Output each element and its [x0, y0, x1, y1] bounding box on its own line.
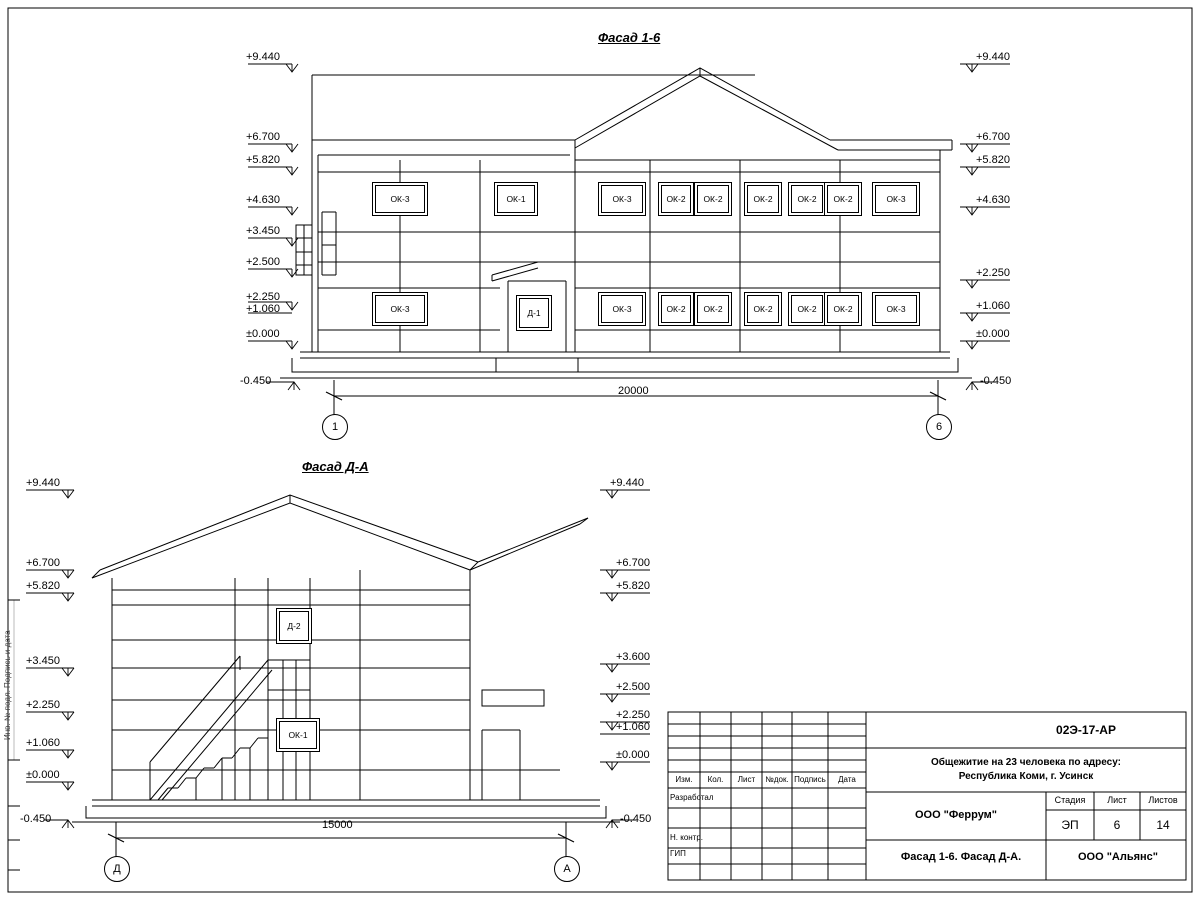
stamp-header-signature: Подпись	[794, 775, 826, 785]
level-mark: ±0.000	[246, 328, 280, 340]
stage-value: ЭП	[1061, 817, 1079, 832]
stamp-role-gip: ГИП	[670, 848, 686, 858]
window-ok3: ОК-3	[872, 182, 920, 216]
level-mark: +1.060	[246, 303, 280, 315]
stamp-role-developer: Разработал	[670, 792, 714, 802]
sheet-header: Лист	[1107, 795, 1127, 806]
level-mark: +1.060	[976, 300, 1010, 312]
window-ok2: ОК-2	[788, 292, 826, 326]
level-mark: ±0.000	[616, 749, 650, 761]
level-mark: +6.700	[26, 557, 60, 569]
level-mark: +2.250	[26, 699, 60, 711]
level-mark: -0.450	[240, 375, 272, 387]
level-mark: +6.700	[976, 131, 1010, 143]
door-d2: Д-2	[276, 608, 312, 644]
level-mark: +1.060	[26, 737, 60, 749]
stamp-header-doc: №док.	[765, 775, 789, 785]
stamp-header-izm: Изм.	[675, 775, 693, 785]
facade-1-6-title: Фасад 1-6	[598, 30, 661, 45]
level-mark: +3.450	[246, 225, 280, 237]
level-mark: -0.450	[20, 813, 52, 825]
level-mark: +3.450	[26, 655, 60, 667]
level-mark: +2.500	[616, 681, 650, 693]
level-mark: +5.820	[976, 154, 1010, 166]
axis-marker-d: Д	[104, 856, 130, 882]
facade-d-a-title: Фасад Д-А	[302, 459, 369, 474]
sheets-value: 14	[1156, 817, 1170, 832]
stamp-header-date: Дата	[838, 775, 856, 785]
dimension-20000: 20000	[618, 385, 649, 397]
axis-marker-1: 1	[322, 414, 348, 440]
window-ok2: ОК-2	[694, 182, 732, 216]
level-mark: ±0.000	[26, 769, 60, 781]
door-d1: Д-1	[516, 295, 552, 331]
axis-marker-6: 6	[926, 414, 952, 440]
level-mark: +2.500	[246, 256, 280, 268]
window-ok2: ОК-2	[744, 182, 782, 216]
level-mark: +4.630	[246, 194, 280, 206]
drawing-number: 02Э-17-АР	[1056, 722, 1116, 737]
window-ok2: ОК-2	[824, 182, 862, 216]
stage-header: Стадия	[1054, 795, 1086, 806]
window-ok3: ОК-3	[598, 292, 646, 326]
side-note: Инв. № подл. Подпись и дата	[3, 630, 12, 740]
level-mark: +9.440	[976, 51, 1010, 63]
level-mark: ±0.000	[976, 328, 1010, 340]
window-ok1: ОК-1	[494, 182, 538, 216]
window-ok2: ОК-2	[744, 292, 782, 326]
level-mark: +6.700	[246, 131, 280, 143]
window-ok3: ОК-3	[598, 182, 646, 216]
window-ok2: ОК-2	[658, 292, 694, 326]
window-ok3: ОК-3	[372, 182, 428, 216]
client-company: ООО "Альянс"	[1077, 851, 1159, 864]
stamp-header-kol: Кол.	[707, 775, 724, 785]
level-mark: +9.440	[610, 477, 644, 489]
window-ok2: ОК-2	[694, 292, 732, 326]
level-mark: -0.450	[620, 813, 652, 825]
window-ok3: ОК-3	[372, 292, 428, 326]
level-mark: +2.250	[616, 709, 650, 721]
project-title-line2: Республика Коми, г. Усинск	[958, 770, 1094, 782]
sheet-value: 6	[1113, 817, 1121, 832]
level-mark: +2.250	[976, 267, 1010, 279]
dimension-15000: 15000	[322, 819, 353, 831]
level-mark: +6.700	[616, 557, 650, 569]
window-ok2: ОК-2	[824, 292, 862, 326]
level-mark: +9.440	[246, 51, 280, 63]
level-mark: +3.600	[616, 651, 650, 663]
project-title-line1: Общежитие на 23 человека по адресу:	[930, 756, 1122, 768]
level-mark: +5.820	[246, 154, 280, 166]
axis-marker-a: А	[554, 856, 580, 882]
level-mark: +5.820	[26, 580, 60, 592]
sheets-header: Листов	[1148, 795, 1178, 806]
stamp-role-controller: Н. контр.	[670, 832, 704, 842]
level-mark: +9.440	[26, 477, 60, 489]
window-ok1: ОК-1	[276, 718, 320, 752]
level-mark: -0.450	[980, 375, 1012, 387]
sheet-name: Фасад 1-6. Фасад Д-А.	[900, 851, 1022, 864]
level-mark: +1.060	[616, 721, 650, 733]
level-mark: +4.630	[976, 194, 1010, 206]
window-ok2: ОК-2	[788, 182, 826, 216]
level-mark: +5.820	[616, 580, 650, 592]
level-mark: +2.250	[246, 291, 280, 303]
window-ok2: ОК-2	[658, 182, 694, 216]
stamp-header-list: Лист	[737, 775, 756, 785]
design-company: ООО "Феррум"	[914, 809, 998, 822]
window-ok3: ОК-3	[872, 292, 920, 326]
